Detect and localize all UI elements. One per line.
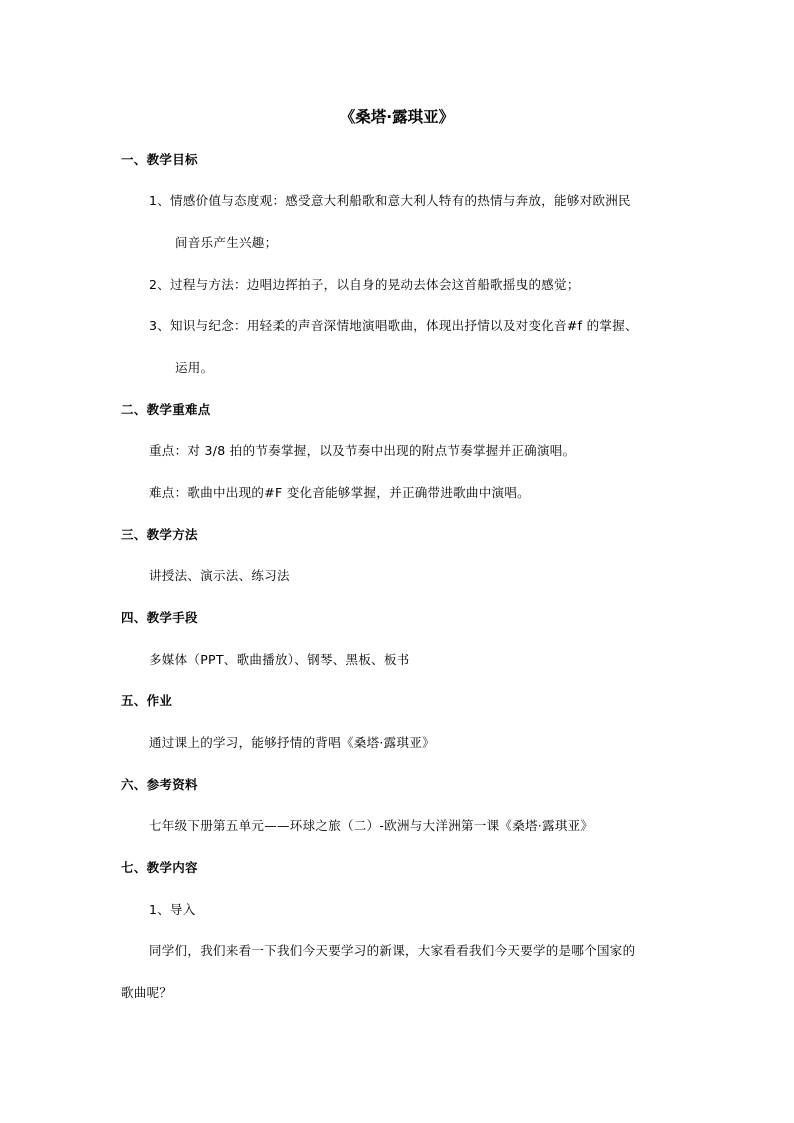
content-subheading-intro: 1、导入 — [149, 902, 196, 917]
homework-text: 通过课上的学习，能够抒情的背唱《桑塔·露琪亚》 — [149, 735, 435, 750]
methods-text: 讲授法、演示法、练习法 — [149, 568, 290, 583]
section-heading-methods: 三、教学方法 — [121, 527, 198, 542]
goal-item-3: 3、知识与纪念：用轻柔的声音深情地演唱歌曲，体现出抒情以及对变化音#f 的掌握、 — [149, 318, 638, 333]
key-point-focus: 重点：对 3/8 拍的节奏掌握，以及节奏中出现的附点节奏掌握并正确演唱。 — [149, 443, 576, 458]
section-heading-content: 七、教学内容 — [121, 860, 198, 875]
section-heading-key-points: 二、教学重难点 — [121, 402, 211, 417]
document-title: 《桑塔·露琪亚》 — [339, 108, 455, 126]
section-heading-homework: 五、作业 — [121, 693, 173, 708]
section-heading-references: 六、参考资料 — [121, 777, 198, 792]
goal-item-2: 2、过程与方法：边唱边挥拍子，以自身的晃动去体会这首船歌摇曳的感觉； — [149, 277, 580, 292]
goal-item-1: 1、情感价值与态度观：感受意大利船歌和意大利人特有的热情与奔放，能够对欧洲民 — [149, 193, 631, 208]
means-text: 多媒体（PPT、歌曲播放）、钢琴、黑板、板书 — [149, 652, 410, 667]
content-paragraph: 同学们，我们来看一下我们今天要学习的新课，大家看看我们今天要学的是哪个国家的 — [149, 943, 636, 958]
content-paragraph-continued: 歌曲呢？ — [121, 985, 173, 1000]
goal-item-1-continued: 间音乐产生兴趣； — [175, 235, 278, 250]
goal-item-3-continued: 运用。 — [175, 360, 214, 375]
section-heading-means: 四、教学手段 — [121, 610, 198, 625]
references-text: 七年级下册第五单元——环球之旅（二）-欧洲与大洋洲第一课《桑塔·露琪亚》 — [149, 818, 594, 833]
key-point-difficulty: 难点：歌曲中出现的#F 变化音能够掌握，并正确带进歌曲中演唱。 — [149, 485, 530, 500]
section-heading-goals: 一、教学目标 — [121, 152, 198, 167]
